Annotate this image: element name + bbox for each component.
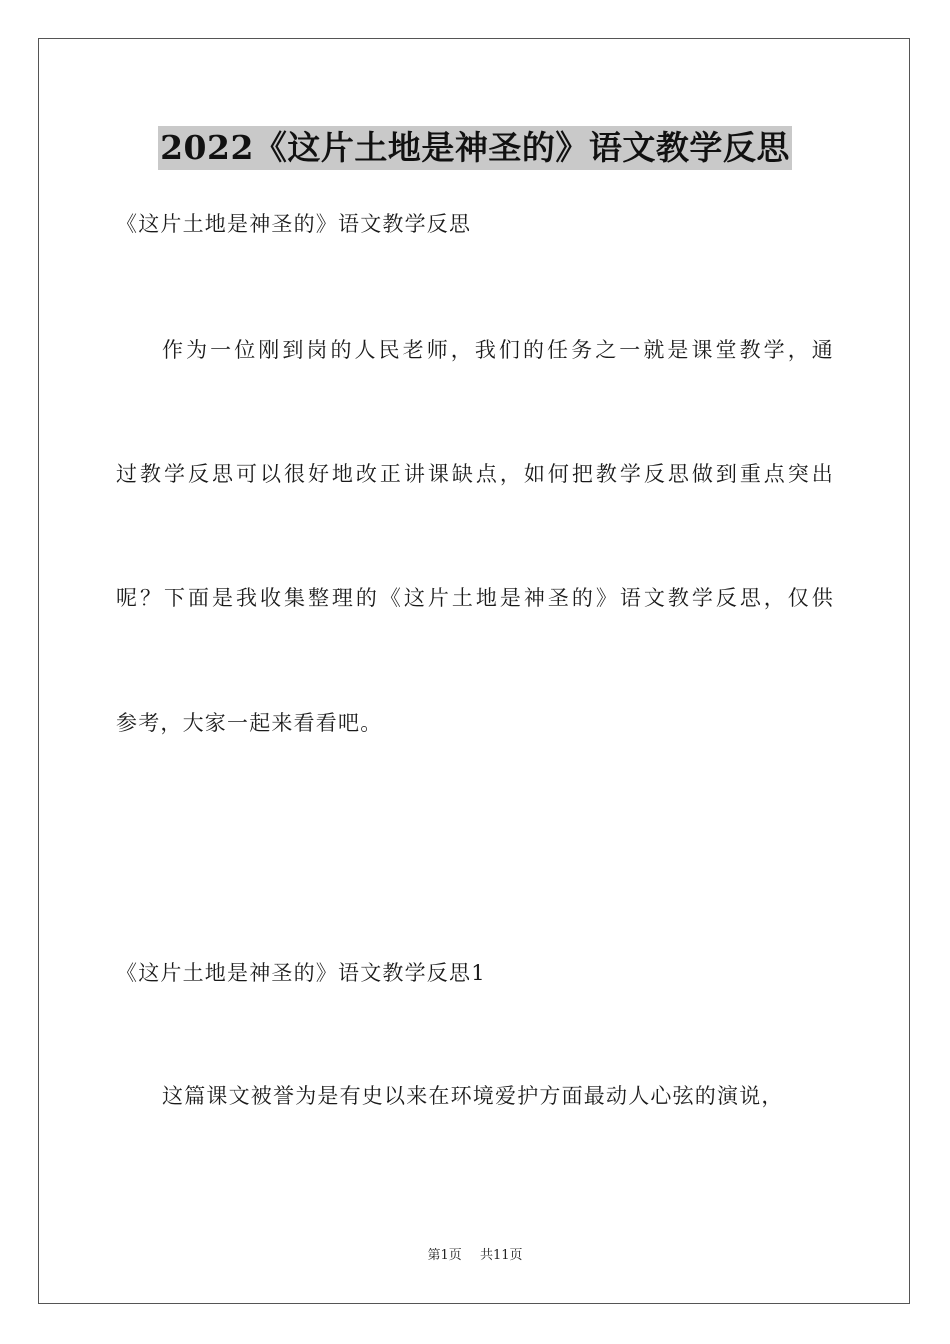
intro-line-3: 呢？下面是我收集整理的《这片土地是神圣的》语文教学反思，仅供 <box>116 586 834 610</box>
intro-line-4: 参考，大家一起来看看吧。 <box>116 711 383 735</box>
document-subtitle: 《这片土地是神圣的》语文教学反思 <box>116 212 472 236</box>
page-footer <box>0 1247 950 1265</box>
page-number-current: 第1页 <box>427 1248 462 1263</box>
intro-line-2: 过教学反思可以很好地改正讲课缺点，如何把教学反思做到重点突出 <box>116 462 834 486</box>
section-heading: 《这片土地是神圣的》语文教学反思1 <box>116 961 486 985</box>
intro-line-1: 作为一位刚到岗的人民老师，我们的任务之一就是课堂教学，通 <box>162 338 834 362</box>
page-number-total: 共11页 <box>479 1248 523 1263</box>
title-container <box>0 126 950 170</box>
section-line-1: 这篇课文被誉为是有史以来在环境爱护方面最动人心弦的演说， <box>162 1084 784 1108</box>
document-title: 2022《这片土地是神圣的》语文教学反思 <box>158 126 792 170</box>
